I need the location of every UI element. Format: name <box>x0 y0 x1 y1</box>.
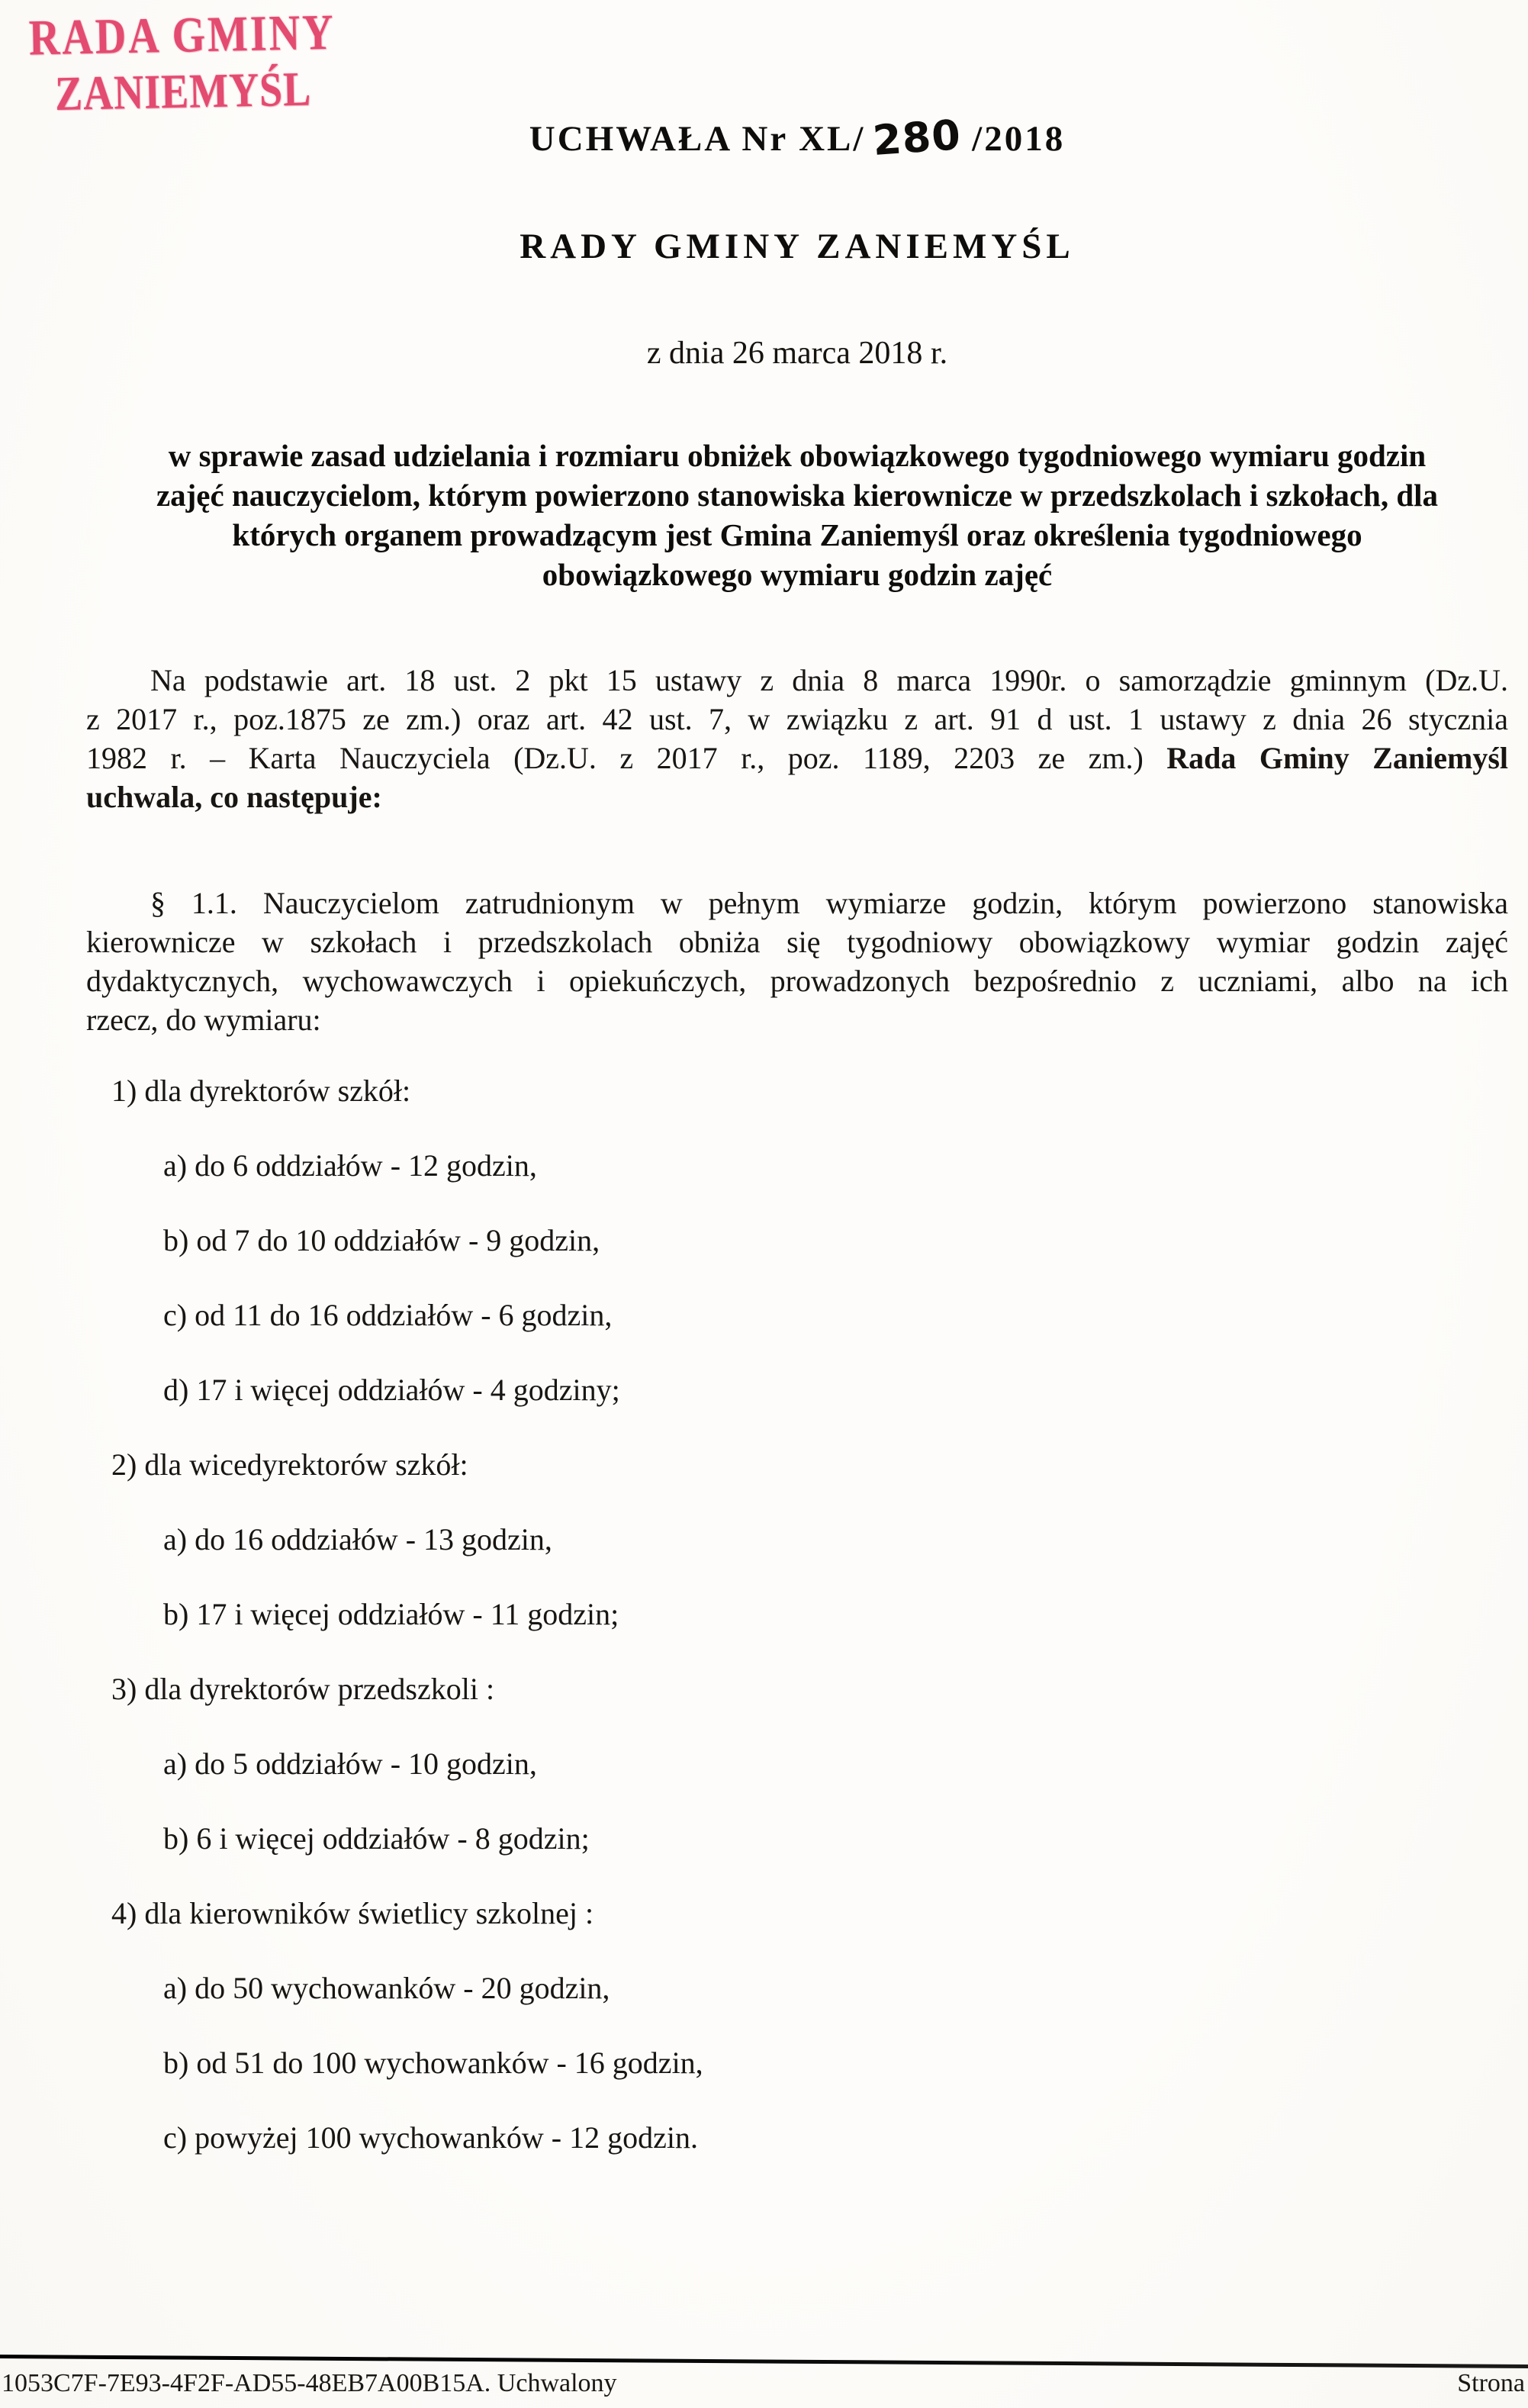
legal-basis-closing: uchwala, co następuje: <box>86 780 382 814</box>
footer-page-label: Strona <box>1457 2369 1525 2397</box>
list-item: d) 17 i więcej oddziałów - 4 godziny; <box>163 1373 620 1407</box>
legal-basis-line: z 2017 r., poz.1875 ze zm.) oraz art. 42 ust. 7, w związku z art. 91 d ust. 1 ustawy z dnia 26 stycznia <box>86 702 1508 736</box>
footer-document-id: 1053C7F-7E93-4F2F-AD55-48EB7A00B15A. Uchwalony <box>2 2369 617 2397</box>
stamp-line-2: ZANIEMYŚL <box>54 61 312 121</box>
list-item: 2) dla wicedyrektorów szkół: <box>111 1447 468 1482</box>
footer-divider <box>0 2355 1528 2368</box>
section-1-line: kierownicze w szkołach i przedszkolach obniża się tygodniowy obowiązkowy wymiar godzin zajęć <box>86 925 1508 959</box>
subject-line: w sprawie zasad udzielania i rozmiaru obniżek obowiązkowego tygodniowego wymiaru godzin <box>168 438 1427 473</box>
resolution-date: z dnia 26 marca 2018 r. <box>646 336 948 371</box>
list-item: b) 6 i więcej oddziałów - 8 godzin; <box>163 1821 590 1856</box>
list-item: c) od 11 do 16 oddziałów - 6 godzin, <box>163 1298 613 1332</box>
list-item: c) powyżej 100 wychowanków - 12 godzin. <box>163 2120 698 2155</box>
list-item: b) od 7 do 10 oddziałów - 9 godzin, <box>163 1223 600 1257</box>
legal-basis-line3-regular: 1982 r. – Karta Nauczyciela (Dz.U. z 2017 r., poz. 1189, 2203 ze zm.) <box>86 741 1144 775</box>
list-item: b) od 51 do 100 wychowanków - 16 godzin, <box>163 2046 703 2080</box>
council-stamp <box>14 5 352 123</box>
list-item: b) 17 i więcej oddziałów - 11 godzin; <box>163 1597 619 1631</box>
legal-basis-line3-bold: Rada Gminy Zaniemyśl <box>1166 741 1509 775</box>
resolution-title <box>86 111 1508 165</box>
resolution-title-prefix: UCHWAŁA Nr XL/ <box>529 119 866 159</box>
issuing-body: RADY GMINY ZANIEMYŚL <box>520 227 1075 266</box>
list-item: 1) dla dyrektorów szkół: <box>111 1074 411 1108</box>
resolution-number-handwritten: 280 <box>871 111 963 165</box>
legal-basis-line: Na podstawie art. 18 ust. 2 pkt 15 ustawy z dnia 8 marca 1990r. o samorządzie gminnym (Dz.U. <box>150 663 1508 697</box>
section-1-line: § 1.1. Nauczycielom zatrudnionym w pełnym wymiarze godzin, którym powierzono stanowiska <box>150 886 1508 920</box>
stamp-line-1: RADA GMINY <box>28 4 336 66</box>
subject-line: których organem prowadzącym jest Gmina Zaniemyśl oraz określenia tygodniowego <box>232 517 1362 552</box>
list-item: a) do 5 oddziałów - 10 godzin, <box>163 1746 537 1781</box>
hour-reduction-list <box>86 1071 1508 2158</box>
legal-basis-line <box>86 739 1508 777</box>
list-item: 3) dla dyrektorów przedszkoli : <box>111 1672 495 1706</box>
list-item: a) do 16 oddziałów - 13 godzin, <box>163 1522 552 1557</box>
list-item: a) do 50 wychowanków - 20 godzin, <box>163 1971 610 2005</box>
section-1-line: dydaktycznych, wychowawczych i opiekuńczych, prowadzonych bezpośrednio z uczniami, albo na ich <box>86 964 1508 998</box>
list-item: a) do 6 oddziałów - 12 godzin, <box>163 1148 537 1183</box>
legal-basis-paragraph <box>86 661 1508 816</box>
section-1-line: rzecz, do wymiaru: <box>86 1003 321 1037</box>
resolution-title-suffix: /2018 <box>972 119 1066 159</box>
section-1-paragraph <box>86 884 1508 1039</box>
list-item: 4) dla kierowników świetlicy szkolnej : <box>111 1896 594 1930</box>
subject-line: zajęć nauczycielom, którym powierzono stanowiska kierownicze w przedszkolach i szkołach, dla <box>156 478 1439 513</box>
subject-line: obowiązkowego wymiaru godzin zajęć <box>542 557 1053 592</box>
resolution-subject <box>86 436 1508 594</box>
